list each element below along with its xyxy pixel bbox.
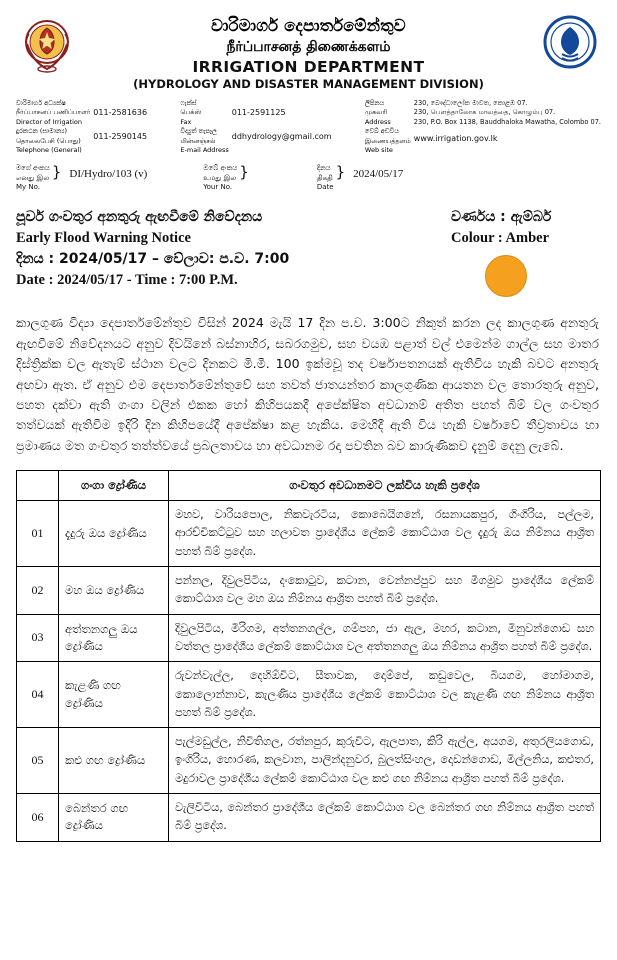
date-field	[317, 164, 403, 192]
row-areas: වැලිවිටිය, බෙන්තර ප්‍රාදේශීය ලේකම් කොට්ඨාශ වල බෙන්තර ගඟ නිම්නය ආශ්‍රිත පහත් බිම් ප්‍රදේශ.	[169, 794, 601, 842]
date-label-si: දිනය	[316, 164, 331, 173]
table-row	[17, 662, 601, 728]
email-label-ta: மின்னஞ்சல்	[180, 136, 216, 145]
notice-title-english: Early Flood Warning Notice	[16, 229, 191, 246]
fax-label-si: ෆැක්ස්	[180, 98, 197, 107]
table-row	[17, 728, 601, 794]
row-basin: මහ ඔය ද්‍රෝණිය	[59, 567, 169, 615]
contact-fax-email	[180, 99, 331, 156]
yourno-label-en: Your No.	[203, 183, 233, 192]
reference-line	[16, 164, 601, 192]
table-row	[17, 567, 601, 615]
fax-label-en: Fax	[180, 117, 192, 126]
irrigation-department-logo-icon	[539, 14, 601, 70]
row-areas: මහව, වාරියපොල, නිකවැරටිය, කොබෙයිගනේ, රසනායකපුර, ගිංගිරිය, පල්ලම, ආරච්චිකට්ටුව සහ හලාවත ප්‍රාදේශීය ලේකම් කොට්ඨාශ වල දැදුරු ඔය නිම්නය ආශ්‍රිත පහත් බිම් ප්‍රදේශ.	[169, 501, 601, 567]
colour-block	[451, 207, 601, 298]
email-address: ddhydrology@gmail.com	[231, 131, 332, 141]
brace-icon: }	[335, 163, 346, 182]
header-title-english: IRRIGATION DEPARTMENT	[192, 57, 425, 76]
sri-lanka-emblem-icon	[16, 14, 78, 74]
colour-label-sinhala: වර්ණය : ඇම්බර්	[451, 208, 552, 225]
header-title-tamil: நீர்ப்பாசனத் திணைக்களம்	[226, 38, 391, 55]
email-label-en: E-mail Address	[180, 145, 229, 154]
row-areas: පන්නල, දිවුලපිටිය, දංකොටුව, කටාන, වෙන්නප්පුව සහ මීගමුව ප්‍රාදේශීය ලේකම් කොට්ඨාශ වල මහ ඔය නිම්නය ආශ්‍රිත පහත් බිම් ප්‍රදේශ.	[169, 567, 601, 615]
myno-label-en: My No.	[16, 183, 41, 192]
date-label-en: Date	[316, 183, 334, 192]
table-row	[17, 614, 601, 662]
fax-number: 011-2591125	[231, 107, 286, 117]
director-phone: 011-2581636	[93, 107, 148, 117]
contact-address-web	[365, 99, 601, 156]
row-index: 04	[17, 662, 59, 728]
column-header-areas: ගංවතුර අවධානමට ලක්විය හැකි ප්‍රදේශ	[169, 471, 601, 501]
contact-bar	[16, 99, 601, 156]
contact-label2-si: දුරකථන (සාමාන්‍ය)	[16, 127, 68, 136]
myno-value: DI/Hydro/103 (v)	[69, 168, 148, 181]
address-label-si: ලිපිනය	[364, 98, 385, 107]
table-row	[17, 501, 601, 567]
notice-title-sinhala: පූර්ව ගංවතුර අනතුරු ඇඟවීමේ නිවේදනය	[16, 208, 263, 225]
brace-icon: }	[239, 163, 249, 182]
myno-label-ta: எனது இல	[16, 173, 50, 182]
row-areas: පැල්මඩුල්ල, නිවිතිගල, රත්නපුර, කුරුවිට, ඇලපාත, කිරි ඇල්ල, අයගම, අතුරලියගොඩ, ඉංගිරිය, හොරණ, කලවාන, පාලින්දනුවර, බුලත්සිංහල, දොඩන්ගොඩ, මිල්ලනිය, කළුතර, මදුරාවල ප්‍රාදේශීය ලේකම් කොට්ඨාශ වල කළු ගඟ නිම්නය ආශ්‍රිත පහත් බිම් ප්‍රදේශ.	[169, 728, 601, 794]
address-label-en: Address	[364, 117, 391, 126]
row-index: 06	[17, 794, 59, 842]
address-en: 230, P.O. Box 1138, Bauddhaloka Mawatha, Colombo 07.	[413, 117, 601, 126]
colour-label-english: Colour : Amber	[451, 229, 550, 246]
contact-label-si: වාරිමාර්ග අධ්‍යක්ෂ	[16, 98, 66, 107]
table-header-row	[17, 471, 601, 501]
notice-title-left	[16, 207, 289, 293]
website-url[interactable]: www.irrigation.gov.lk	[413, 134, 498, 144]
column-header-basin: ගංගා ද්‍රෝණිය	[59, 471, 169, 501]
contact-label-ta: நீர்ப்பாசனப் பணிப்பாளர்	[16, 108, 91, 117]
date-label-ta: திகதி	[316, 173, 333, 182]
row-basin: දැදුරු ඔය ද්‍රෝණිය	[59, 501, 169, 567]
row-index: 05	[17, 728, 59, 794]
email-label-si: විද්‍යුත් තැපෑල	[180, 127, 217, 136]
my-no-field	[16, 164, 147, 192]
document-header	[16, 10, 601, 91]
amber-status-indicator	[485, 255, 527, 297]
row-basin: කැළණි ගඟ ද්‍රෝණිය	[59, 662, 169, 728]
row-areas: රුවන්වැල්ල, දෙහිඕවිට, සීතාවක, දොම්පේ, කඩුවෙල, බියගම, හෝමාගම, කොලොන්නාව, කැලණිය ප්‍රාදේශීය ලේකම් කොට්ඨාශ වල කැළණි ගඟ නිම්නය ආශ්‍රිත පහත් බිම් ප්‍රදේශ.	[169, 662, 601, 728]
web-label-ta: இணையத்தளம்	[364, 136, 411, 145]
header-subtitle-english: (HYDROLOGY AND DISASTER MANAGEMENT DIVISION)	[133, 76, 484, 91]
address-label-ta: முகவரி	[364, 108, 388, 117]
column-header-index	[17, 471, 59, 501]
yourno-label-ta: உமது இல	[203, 173, 237, 182]
general-phone: 011-2590145	[93, 131, 148, 141]
web-label-si: වෙබ් අඩවිය	[364, 127, 399, 136]
date-value: 2024/05/17	[353, 168, 404, 181]
row-index: 01	[17, 501, 59, 567]
contact-label-en: Director of Irrigation	[16, 117, 83, 126]
row-areas: දිවුලපිටිය, මීරිගම, අත්තනගල්ල, ගම්පහ, ජා ඇල, මහර, කටාන, මිනුවන්ගොඩ සහ වත්තල ප්‍රාදේශීය ලේකම් කොට්ඨාශ වල අත්තනගලු ඔය නිම්නය ආශ්‍රිත පහත් බිම් ප්‍රදේශ.	[169, 614, 601, 662]
header-titles	[78, 14, 539, 91]
row-basin: බෙන්තර ගඟ ද්‍රෝණිය	[59, 794, 169, 842]
row-basin: කළු ගඟ ද්‍රෝණිය	[59, 728, 169, 794]
contact-label2-en: Telephone (General)	[16, 145, 82, 154]
notice-body-paragraph: කාලගුණ විද්‍යා දෙපාර්තමේන්තුව විසින් 2024 මැයි 17 දින ප.ව. 3:00ට නිකුත් කරන ලද කාලගුණ අනතුරු ඇඟවීමේ නිවේදනයට අනුව දිවයිනේ බස්නාහිර, සබරගමුව, සහ වයඹ පළාත් වල් එමෙන්ම ගාල්ල සහ මාතර දිස්ත්‍රික්ක වල ඇතැම් ස්ථාන වලට දිනකට මි.මී. 100 ඉක්මවූ තද වර්ෂාපතනයක් ඇතිවිය හැකි බවට අනතුරු අඟවා ඇත. ඒ අනුව එම දෙපාර්තමේන්තුවේ සහ තවත් ජාතයන්තර කාලගුණික ආයතන වල තොරතුරු අනුව, පහත දක්වා ඇති ගංගා වලින් එකක හෝ කිහිපයකදී අපේක්ෂිත අවධානම් අතිත පහත් බිම් වල ගංවතුර තත්වයක් ඇතිවීම ඉදිරි දින කිහිපයේදී අපේක්ෂා කළ හැකිය. මෙහිදී ඇති විය හැකි වර්ෂාවේ තීව්‍රතාවය හා ප්‍රමාණය මත ගංවතුර තත්ත්වයේ ප්‍රබලතාවය හා අවධානම රදා පවතින බව කාරුණිකව දැනුම් දෙනු ලැබේ.	[16, 315, 599, 453]
header-title-sinhala: වාරිමාර්ග දෙපාර්තමේන්තුව	[211, 16, 406, 35]
notice-datetime-sinhala: දිනය : 2024/05/17 – වේලාව: ප.ව. 7:00	[16, 251, 290, 268]
notice-title-block	[16, 207, 601, 298]
notice-datetime-english: Date : 2024/05/17 - Time : 7:00 P.M.	[16, 272, 238, 289]
web-label-en: Web site	[364, 145, 393, 154]
table-row	[17, 794, 601, 842]
yourno-label-si: ඔබේ අංකය	[203, 164, 238, 173]
river-basin-table	[16, 470, 601, 841]
brace-icon: }	[51, 163, 62, 182]
fax-label-ta: பெக்ஸ்	[180, 108, 202, 117]
contact-label2-ta: தொலைபேசி (பொது)	[16, 136, 81, 145]
row-index: 03	[17, 614, 59, 662]
row-index: 02	[17, 567, 59, 615]
myno-label-si: මගේ අංකය	[16, 164, 50, 173]
your-no-field	[203, 164, 257, 192]
address-si: 230, බෞද්ධාලෝක මාවත, කොළඹ 07.	[413, 98, 528, 107]
address-ta: 230, பௌத்தாலோக மாவத்தை, கொழும்பு 07.	[413, 108, 556, 117]
contact-director	[16, 99, 147, 156]
row-basin: අත්තනගලු ඔය ද්‍රෝණිය	[59, 614, 169, 662]
